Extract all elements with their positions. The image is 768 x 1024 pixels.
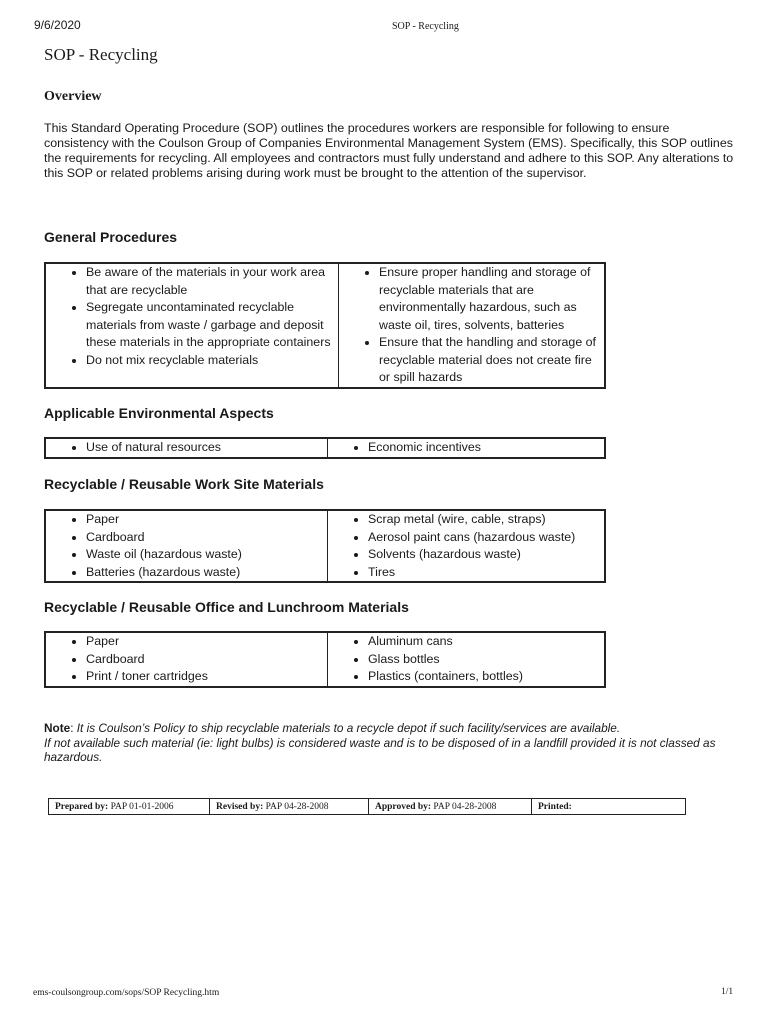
office-materials-heading: Recyclable / Reusable Office and Lunchroom Materials bbox=[44, 599, 409, 615]
list-item: • Cardboard bbox=[86, 651, 327, 669]
list-item: • Aerosol paint cans (hazardous waste) bbox=[368, 529, 604, 547]
revised-by-cell: Revised by: PAP 04-28-2008 bbox=[210, 799, 369, 815]
note-line-1: It is Coulson’s Policy to ship recyclable materials to a recycle depot if such facility/services are available. bbox=[76, 721, 621, 735]
prepared-by-cell: Prepared by: PAP 01-01-2006 bbox=[49, 799, 210, 815]
general-right-list bbox=[339, 264, 604, 387]
list-item: • Segregate uncontaminated recyclable materials from waste / garbage and deposit these materials in the appropriate containers bbox=[86, 299, 338, 352]
list-item: • Scrap metal (wire, cable, straps) bbox=[368, 511, 604, 529]
list-item: • Cardboard bbox=[86, 529, 327, 547]
aspects-left-cell bbox=[45, 438, 328, 458]
worksite-left-list bbox=[46, 511, 327, 581]
printed-cell: Printed: bbox=[532, 799, 686, 815]
print-header-title: SOP - Recycling bbox=[392, 21, 459, 32]
list-item: • Economic incentives bbox=[368, 439, 604, 457]
office-right-cell bbox=[328, 632, 606, 687]
list-item: • Batteries (hazardous waste) bbox=[86, 564, 327, 582]
page-title: SOP - Recycling bbox=[44, 45, 158, 64]
list-item: • Solvents (hazardous waste) bbox=[368, 546, 604, 564]
approval-table bbox=[48, 798, 686, 815]
note-line-2: If not available such material (ie: light bulbs) is considered waste and is to be disposed of in a landfill provided it is not classed as hazardous. bbox=[44, 735, 716, 764]
worksite-right-list bbox=[328, 511, 604, 581]
note-label: Note bbox=[44, 721, 71, 735]
environmental-aspects-table bbox=[44, 437, 606, 459]
list-item: • Print / toner cartridges bbox=[86, 668, 327, 686]
list-item: • Be aware of the materials in your work area that are recyclable bbox=[86, 264, 338, 299]
list-item: • Do not mix recyclable materials bbox=[86, 352, 338, 370]
print-footer-url: ems-coulsongroup.com/sops/SOP Recycling.htm bbox=[33, 988, 220, 998]
office-left-cell bbox=[45, 632, 328, 687]
worksite-right-cell bbox=[328, 510, 606, 582]
print-date: 9/6/2020 bbox=[34, 18, 81, 32]
list-item: • Use of natural resources bbox=[86, 439, 327, 457]
approved-by-cell: Approved by: PAP 04-28-2008 bbox=[369, 799, 532, 815]
worksite-materials-table bbox=[44, 509, 606, 583]
page-number: 1/1 bbox=[721, 987, 734, 997]
list-item: • Tires bbox=[368, 564, 604, 582]
worksite-left-cell bbox=[45, 510, 328, 582]
list-item: • Ensure that the handling and storage of recyclable material does not create fire or spill hazards bbox=[379, 334, 604, 387]
general-procedures-heading: General Procedures bbox=[44, 229, 178, 245]
general-left-list bbox=[46, 264, 338, 369]
list-item: • Plastics (containers, bottles) bbox=[368, 668, 604, 686]
list-item: • Paper bbox=[86, 511, 327, 529]
office-left-list bbox=[46, 633, 327, 686]
policy-note: Note: It is Coulson’s Policy to ship recyclable materials to a recycle depot if such facility/services are available. If not available such material (ie: light bulbs) is considered waste and is to be disposed of in a landfill provided it is not classed as hazardous. bbox=[44, 721, 716, 764]
general-right-cell bbox=[339, 263, 606, 388]
list-item: • Paper bbox=[86, 633, 327, 651]
aspects-right-list bbox=[328, 439, 604, 457]
office-right-list bbox=[328, 633, 604, 686]
environmental-aspects-heading: Applicable Environmental Aspects bbox=[44, 405, 274, 421]
list-item: • Waste oil (hazardous waste) bbox=[86, 546, 327, 564]
aspects-right-cell bbox=[328, 438, 606, 458]
overview-heading: Overview bbox=[44, 89, 102, 104]
general-left-cell bbox=[45, 263, 339, 388]
list-item: • Ensure proper handling and storage of recyclable materials that are environmentally hazardous, such as waste oil, tires, solvents, batteries bbox=[379, 264, 604, 334]
list-item: • Glass bottles bbox=[368, 651, 604, 669]
office-materials-table bbox=[44, 631, 606, 688]
list-item: • Aluminum cans bbox=[368, 633, 604, 651]
general-procedures-table bbox=[44, 262, 606, 389]
overview-paragraph: This Standard Operating Procedure (SOP) outlines the procedures workers are responsible for following to ensure consistency with the Coulson Group of Companies Environmental Management System (EMS). Specifically, this SOP outlines the requirements for recycling. All employees and contractors must fully understand and adhere to this SOP. Any alterations to this SOP or related problems arising during work must be brought to the attention of the supervisor. bbox=[44, 121, 734, 180]
aspects-left-list bbox=[46, 439, 327, 457]
worksite-materials-heading: Recyclable / Reusable Work Site Materials bbox=[44, 476, 324, 492]
